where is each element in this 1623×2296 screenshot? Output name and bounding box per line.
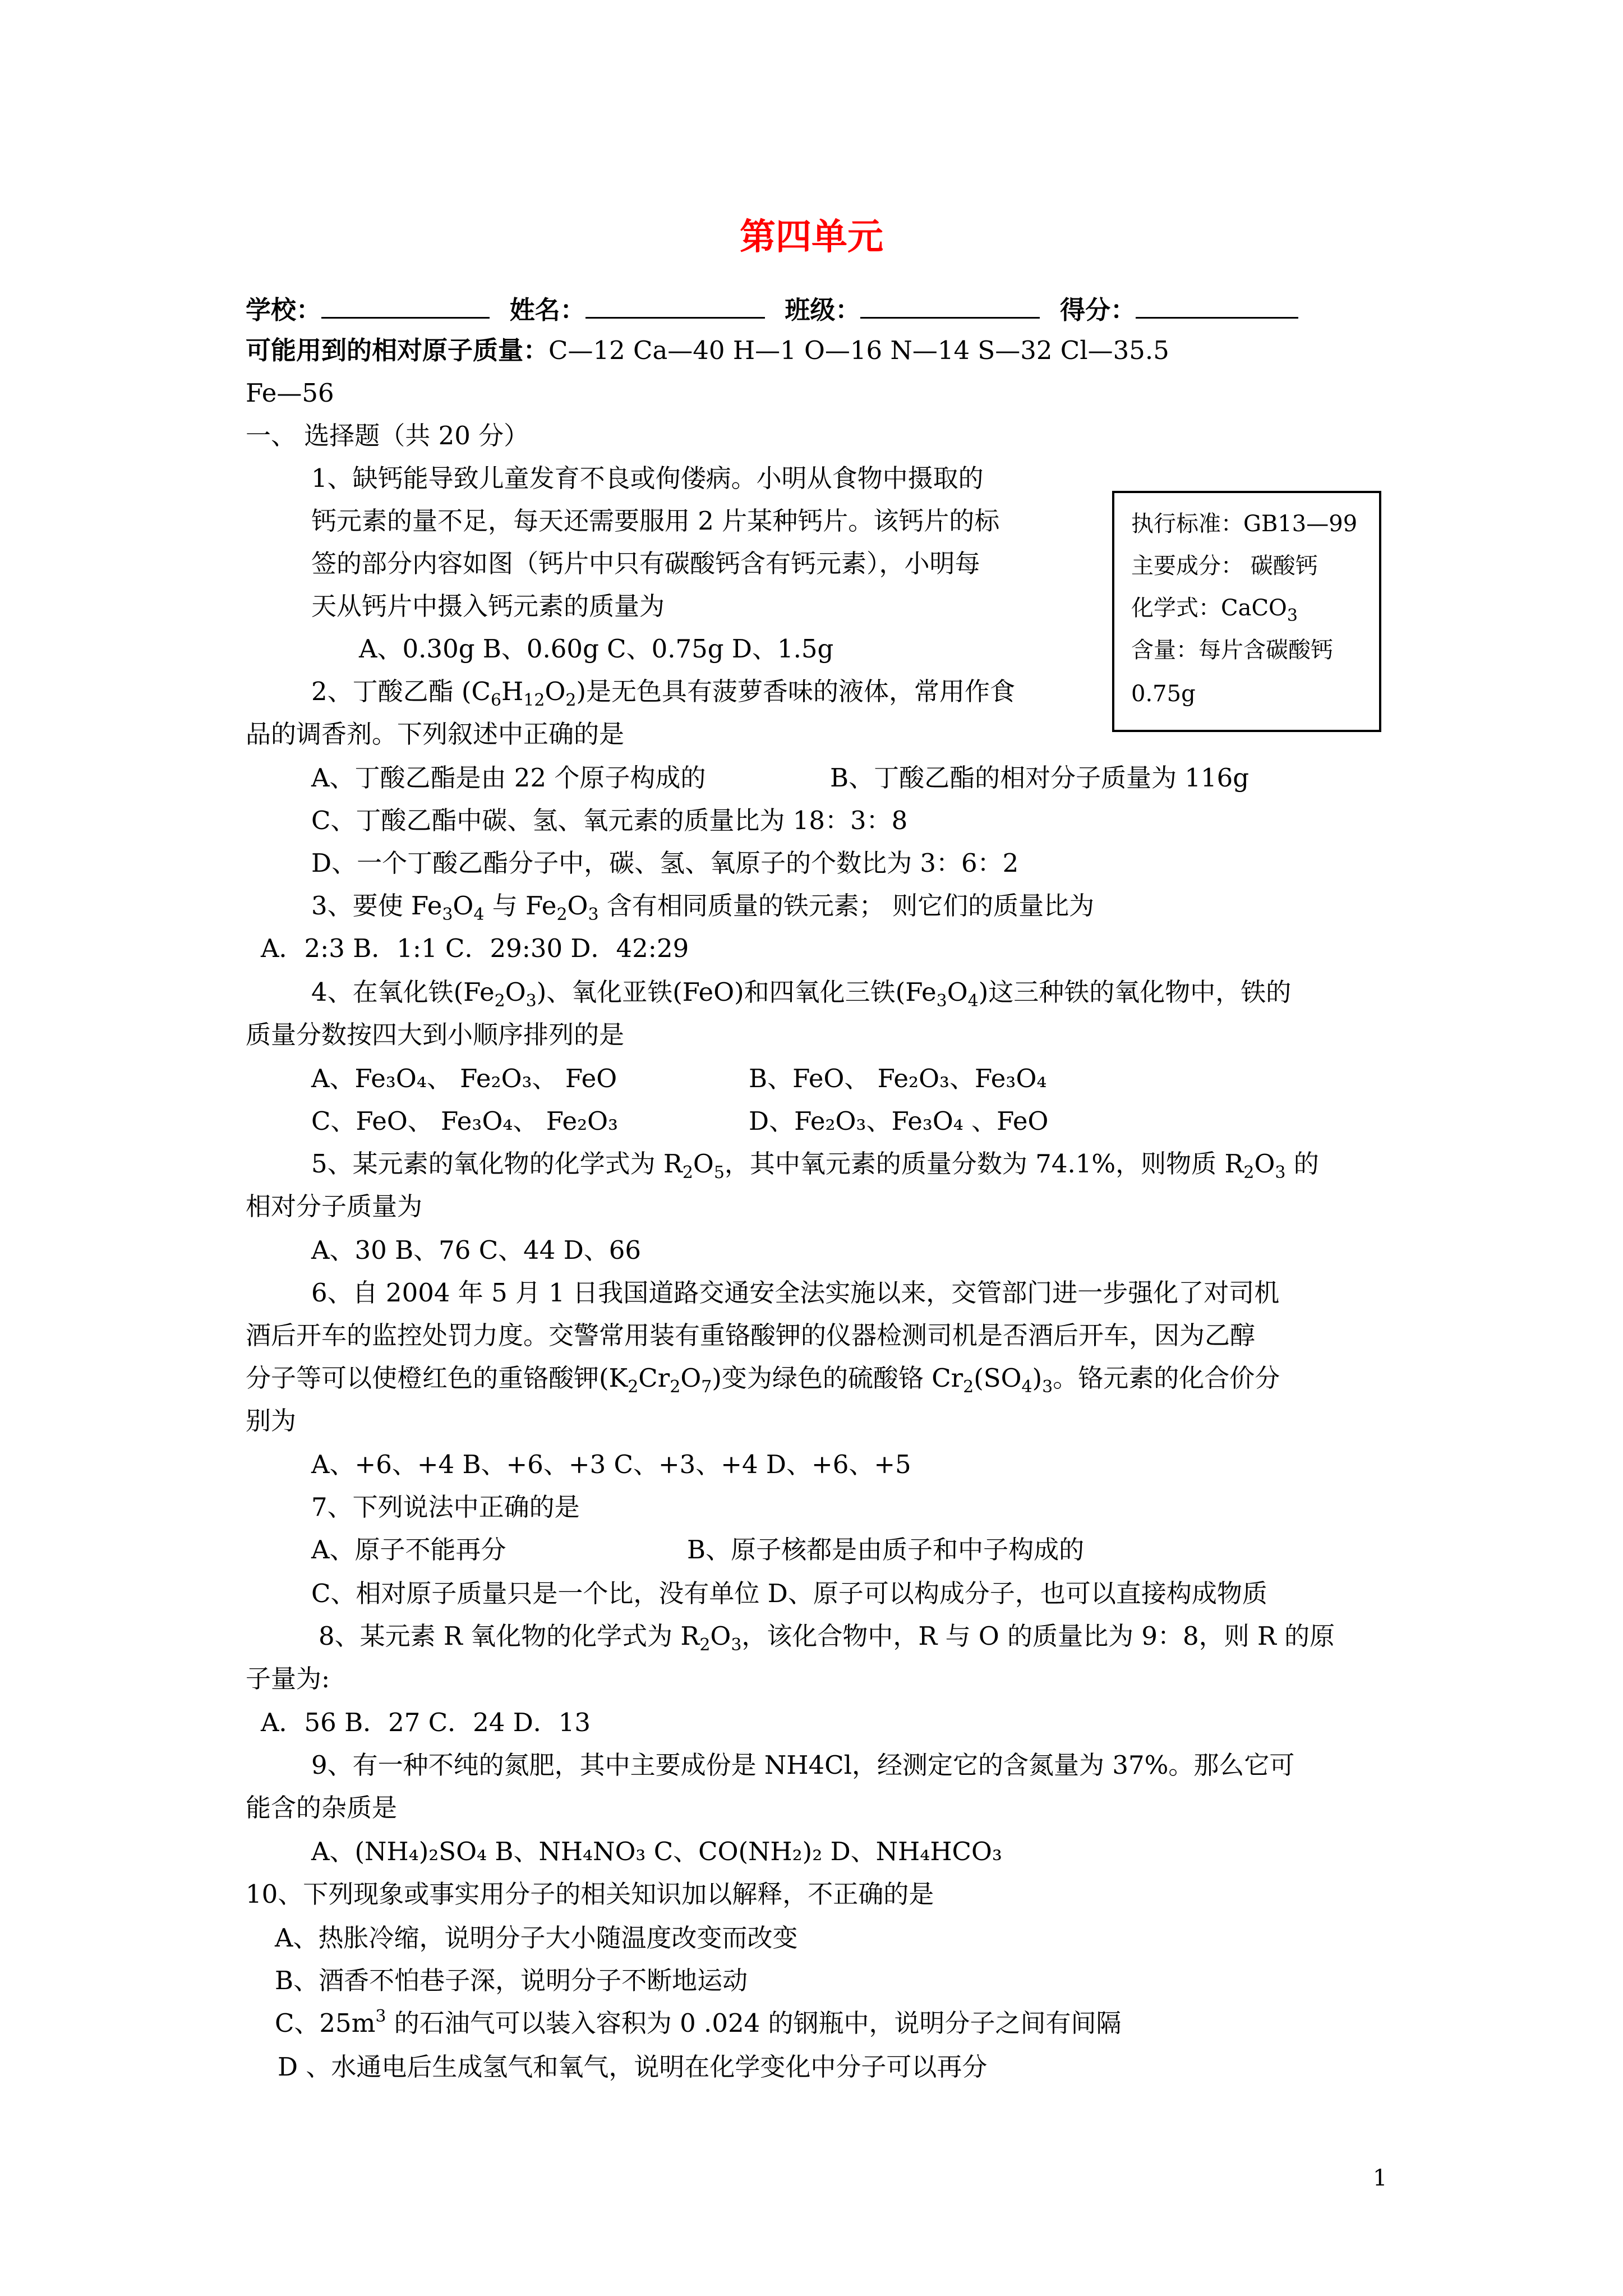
q10-line1: 10、下列现象或事实用分子的相关知识加以解释，不正确的是: [246, 1879, 934, 1909]
q4-option-b: B、FeO、 Fe₂O₃、Fe₃O₄: [749, 1064, 1047, 1093]
q3-options: A．2:3 B．1:1 C．29:30 D．42:29: [261, 933, 689, 963]
atomic-masses-label: 可能用到的相对原子质量：: [246, 335, 549, 365]
page-title: 第四单元: [740, 216, 883, 258]
class-blank[interactable]: [860, 288, 1040, 319]
q10-option-a: A、热胀冷缩，说明分子大小随温度改变而改变: [275, 1923, 798, 1953]
q3-line1: 3、要使 $Fe_3O_4$ 与 $Fe_2O_3$ 含有相同质量的铁元素； 则它们的质量比为: [311, 891, 1095, 924]
q1-options: A、0.30g B、0.60g C、0.75g D、1.5g: [359, 634, 834, 664]
label-box-amount: 0.75g: [1131, 681, 1196, 707]
q1-line1: 1、缺钙能导致儿童发育不良或佝偻病。小明从食物中摄取的: [311, 463, 984, 493]
q6-line2: 酒后开车的监控处罚力度。交警常用装有重铬酸钾的仪器检测司机是否酒后开车，因为乙醇: [246, 1320, 1256, 1350]
q8-options: A．56 B．27 C．24 D．13: [261, 1708, 591, 1737]
school-label: 学校：: [246, 295, 322, 325]
q7-option-cd: C、相对原子质量只是一个比，没有单位 D、原子可以构成分子，也可以直接构成物质: [311, 1579, 1267, 1608]
class-label: 班级：: [785, 295, 861, 325]
q6-options: A、+6、+4 B、+6、+3 C、+3、+4 D、+6、+5: [311, 1450, 911, 1479]
info-fields-row: [246, 288, 1298, 330]
q8-line1: 8、某元素 R 氧化物的化学式为 $R_2O_3$，该化合物中，R 与 O 的质量比为 9：8，则 R 的原: [319, 1621, 1335, 1655]
school-blank[interactable]: [321, 288, 490, 319]
q1-line3: 签的部分内容如图（钙片中只有碳酸钙含有钙元素），小明每: [311, 549, 980, 578]
q4-line2: 质量分数按四大到小顺序排列的是: [246, 1020, 625, 1050]
score-blank[interactable]: [1136, 288, 1298, 319]
q2-line2: 品的调香剂。下列叙述中正确的是: [246, 719, 625, 749]
q2-option-d: D、一个丁酸乙酯分子中，碳、氢、氧原子的个数比为 3：6：2: [311, 848, 1019, 878]
q4-option-c: C、FeO、 Fe₃O₄、 Fe₂O₃: [311, 1106, 619, 1136]
q10-option-b: B、酒香不怕巷子深，说明分子不断地运动: [275, 1966, 748, 1995]
q6-line1: 6、自 2004 年 5 月 1 日我国道路交通安全法实施以来，交管部门进一步强化了对司机: [311, 1278, 1280, 1308]
q5-line2: 相对分子质量为: [246, 1191, 423, 1221]
q10-option-c: C、$25m^3$ 的石油气可以装入容积为 0 .024 的钢瓶中，说明分子之间有间隔: [275, 2007, 1122, 2038]
name-label: 姓名：: [509, 295, 585, 325]
atomic-masses-values: C—12 Ca—40 H—1 O—16 N—14 S—32 Cl—35.5: [548, 335, 1169, 365]
label-box-formula: 化学式：CaCO$_3$: [1131, 595, 1298, 625]
q1-line2: 钙元素的量不足，每天还需要服用 2 片某种钙片。该钙片的标: [311, 506, 1000, 536]
q9-line2: 能含的杂质是: [246, 1793, 398, 1823]
label-box-content: 含量：每片含碳酸钙: [1131, 637, 1333, 663]
page-number: 1: [1373, 2165, 1387, 2191]
q7-line1: 7、下列说法中正确的是: [311, 1492, 580, 1522]
atomic-masses-line: [246, 331, 1169, 370]
label-box-standard: 执行标准：GB13—99: [1131, 511, 1358, 537]
q2-line1: 2、丁酸乙酯 $(C_6H_{12}O_2)$是无色具有菠萝香味的液体，常用作食: [311, 677, 1016, 710]
atomic-masses-cont: Fe—56: [246, 378, 334, 408]
q6-line4: 别为: [246, 1406, 297, 1435]
q4-option-d: D、Fe₂O₃、Fe₃O₄ 、FeO: [749, 1106, 1049, 1136]
q7-option-a: A、原子不能再分: [311, 1535, 506, 1565]
q6-line3: 分子等可以使橙红色的重铬酸钾$(K_2Cr_2O_7)$变为绿色的硫酸铬 $Cr_2(SO_4)_3$。铬元素的化合价分: [246, 1363, 1280, 1397]
q8-line2: 子量为:: [246, 1664, 330, 1694]
calcium-tablet-label-box: [1112, 491, 1381, 732]
score-label: 得分：: [1060, 295, 1136, 325]
q4-option-a: A、Fe₃O₄、 Fe₂O₃、 FeO: [311, 1064, 617, 1093]
q7-option-b: B、原子核都是由质子和中子构成的: [687, 1535, 1085, 1565]
q4-line1: 4、在氧化铁$(Fe_2O_3)$、氧化亚铁(FeO)和四氧化三铁$(Fe_3O_4)$这三种铁的氧化物中，铁的: [311, 977, 1292, 1011]
q9-line1: 9、有一种不纯的氮肥，其中主要成份是 NH4Cl，经测定它的含氮量为 37%。那么它可: [311, 1750, 1295, 1780]
q2-option-a: A、丁酸乙酯是由 22 个原子构成的: [311, 763, 706, 793]
q2-option-b: B、丁酸乙酯的相对分子质量为 116g: [830, 763, 1249, 793]
q5-line1: 5、某元素的氧化物的化学式为 $R_2O_5$，其中氧元素的质量分数为 74.1%，则物质 $R_2O_3$ 的: [311, 1149, 1319, 1182]
name-blank[interactable]: [585, 288, 765, 319]
q1-line4: 天从钙片中摄入钙元素的质量为: [311, 591, 665, 621]
section-heading: 一、 选择题（共 20 分）: [246, 421, 529, 450]
q10-option-d: D 、水通电后生成氢气和氧气，说明在化学变化中分子可以再分: [278, 2052, 988, 2082]
q9-options: A、(NH₄)₂SO₄ B、NH₄NO₃ C、CO(NH₂)₂ D、NH₄HCO₃: [311, 1837, 1002, 1866]
q5-options: A、30 B、76 C、44 D、66: [311, 1235, 642, 1265]
q2-option-c: C、丁酸乙酯中碳、氢、氧元素的质量比为 18：3：8: [311, 806, 908, 835]
label-box-ingredient: 主要成分： 碳酸钙: [1131, 553, 1318, 579]
